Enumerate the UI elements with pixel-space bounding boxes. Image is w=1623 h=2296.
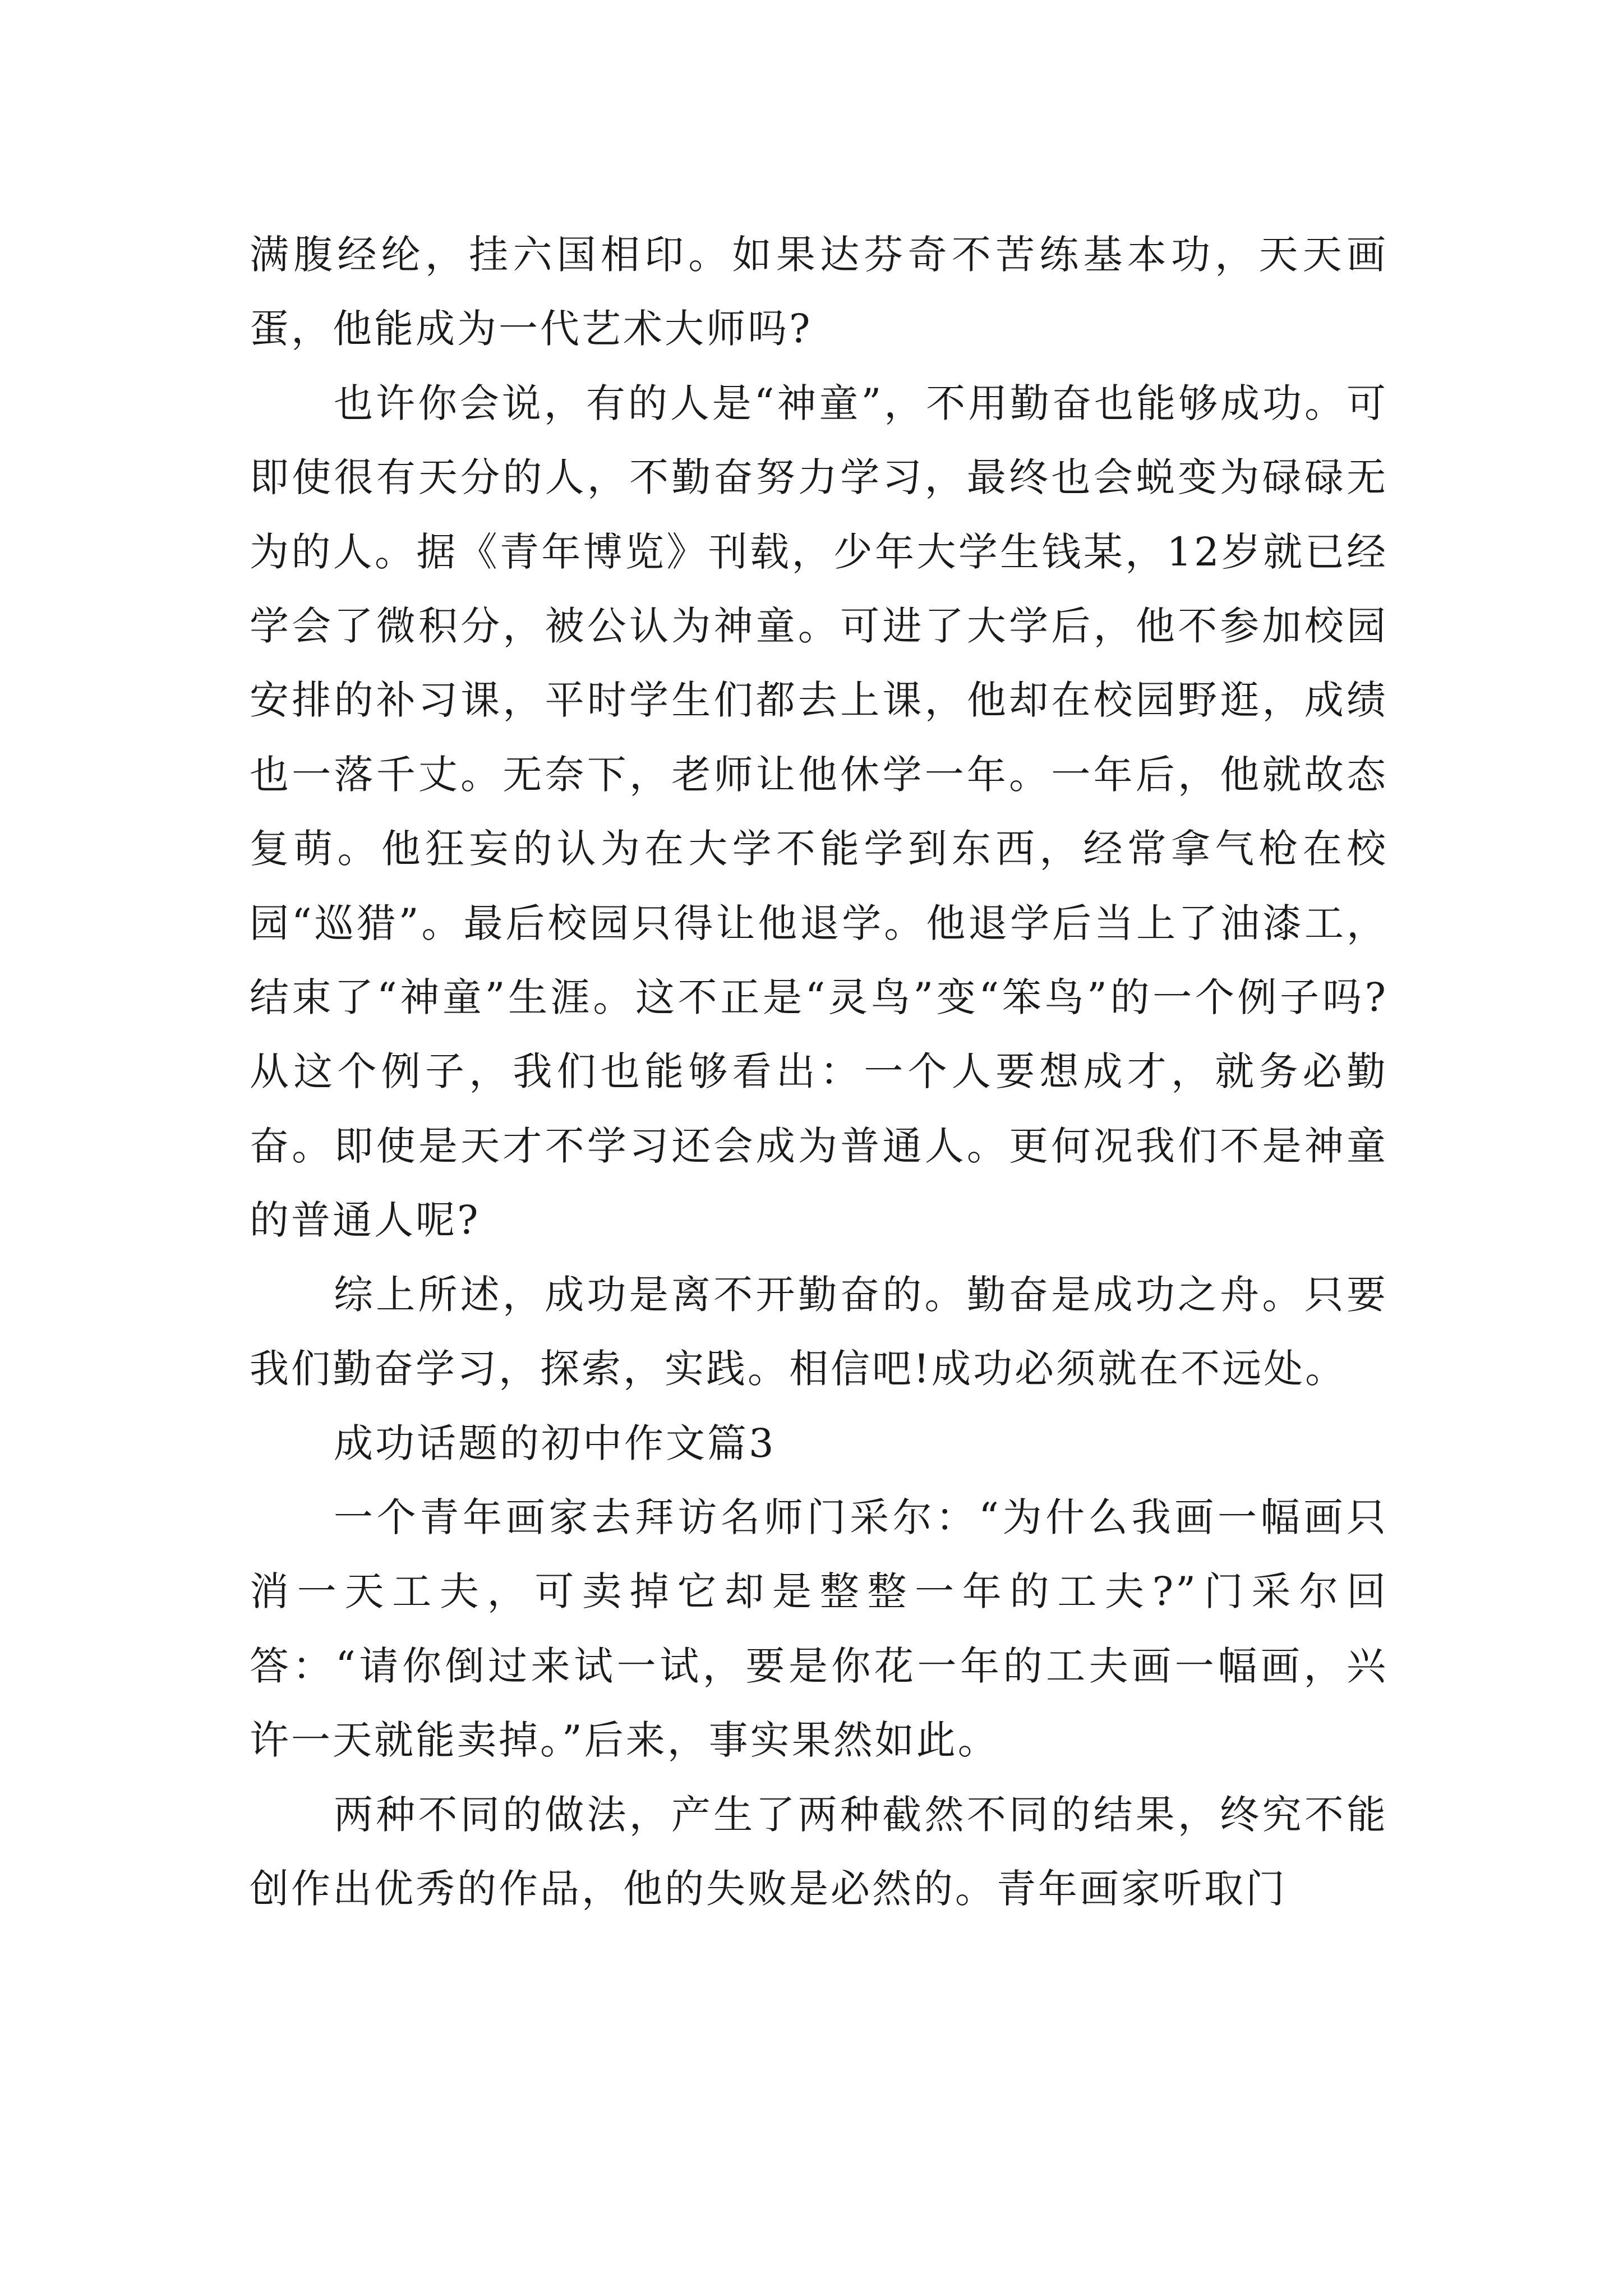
paragraph-3: 综上所述，成功是离不开勤奋的。勤奋是成功之舟。只要我们勤奋学习，探索，实践。相信吧!成功必须就在不远处。: [250, 1271, 1388, 1392]
paragraph-2: 也许你会说，有的人是“神童”，不用勤奋也能够成功。可即使很有天分的人，不勤奋努力学习，最终也会蜕变为碌碌无为的人。据《青年博览》刊载，少年大学生钱某，12岁就已经学会了微积分，被公认为神童。可进了大学后，他不参加校园安排的补习课，平时学生们都去上课，他却在校园野逛，成绩也一落千丈。无奈下，老师让他休学一年。一年后，他就故态复萌。他狂妄的认为在大学不能学到东西，经常拿气枪在校园“巡猎”。最后校园只得让他退学。他退学后当上了油漆工，结束了“神童”生涯。这不正是“灵鸟”变“笨鸟”的一个例子吗?从这个例子，我们也能够看出：一个人要想成才，就务必勤奋。即使是天才不学习还会成为普通人。更何况我们不是神童的普通人呢?: [250, 380, 1388, 1244]
section-heading: 成功话题的初中作文篇3: [334, 1420, 776, 1466]
paragraph-4: 一个青年画家去拜访名师门采尔：“为什么我画一幅画只消一天工夫，可卖掉它却是整整一年的工夫?”门采尔回答：“请你倒过来试一试，要是你花一年的工夫画一幅画，兴许一天就能卖掉。”后来，事实果然如此。: [250, 1494, 1388, 1764]
paragraph-5: 两种不同的做法，产生了两种截然不同的结果，终究不能创作出优秀的作品，他的失败是必然的。青年画家听取门: [250, 1791, 1388, 1912]
paragraph-1: 满腹经纶，挂六国相印。如果达芬奇不苦练基本功，天天画蛋，他能成为一代艺术大师吗?: [250, 232, 1388, 352]
document-body: [250, 218, 1388, 1926]
